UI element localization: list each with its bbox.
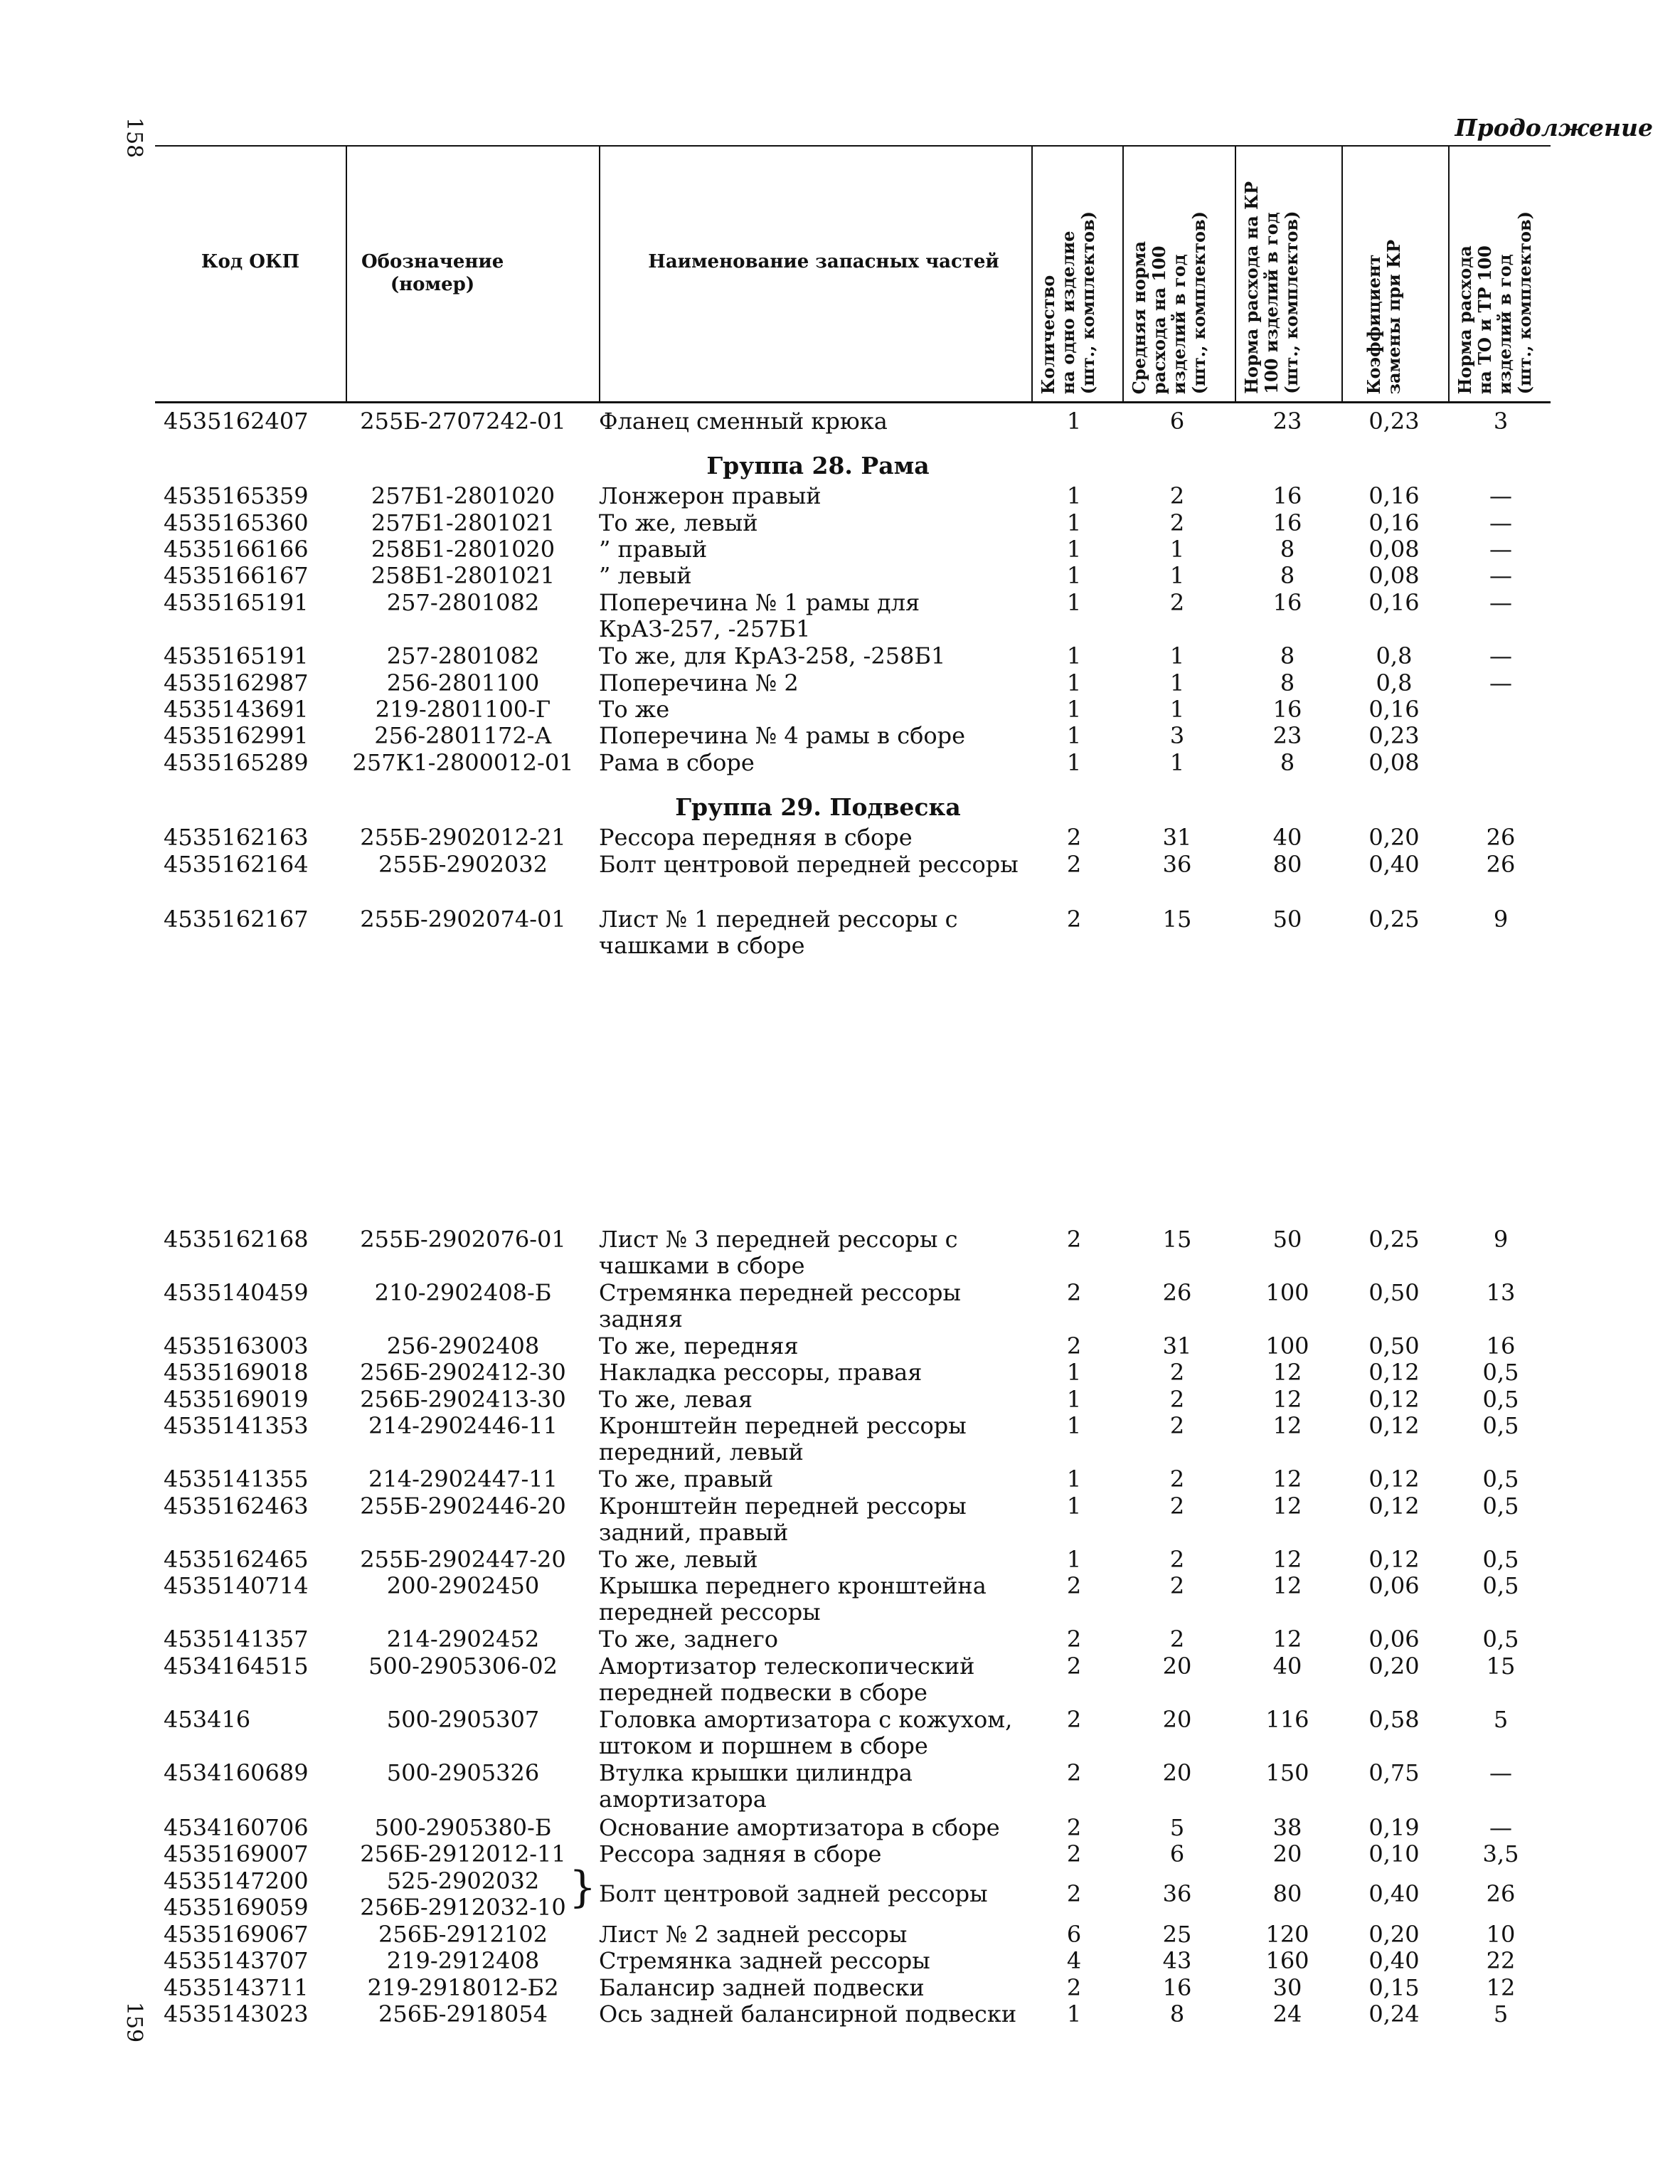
cell-k: 0,16	[1368, 509, 1420, 536]
cell-k: 0,8	[1376, 642, 1413, 669]
cell-a: 1	[1169, 536, 1185, 563]
cell-des: 257Б1-2801021	[371, 509, 555, 536]
cell-okp: 4535165289	[164, 749, 309, 776]
cell-a: 2	[1169, 1386, 1185, 1413]
cell-a: 2	[1169, 589, 1185, 616]
cell-okp: 4535140714	[164, 1572, 309, 1599]
cell-n: 24	[1272, 2000, 1302, 2027]
cell-t: 5	[1493, 2000, 1509, 2027]
cell-q: 1	[1066, 669, 1082, 696]
cell-name: То же, заднего	[599, 1626, 779, 1653]
group-28-title: Группа 28. Рама	[706, 452, 930, 479]
cell-okp: 4535143023	[164, 2000, 309, 2027]
cell-a: 20	[1162, 1706, 1192, 1733]
cell-t: —	[1489, 482, 1512, 509]
cell-n: 12	[1272, 1626, 1302, 1653]
cell-t: 0,5	[1482, 1493, 1519, 1520]
cell-okp: 4535162168	[164, 1226, 309, 1253]
cell-n: 23	[1272, 408, 1302, 435]
cell-okp: 4535162465	[164, 1546, 309, 1573]
cell-okp: 4535169067	[164, 1921, 309, 1948]
cell-t: 0,5	[1482, 1626, 1519, 1653]
cell-okp: 4534164515	[164, 1653, 309, 1680]
cell-q: 1	[1066, 696, 1082, 723]
cell-name: Рама в сборе	[599, 749, 755, 776]
cell-k: 0,08	[1368, 536, 1420, 563]
cell-t: 26	[1486, 1880, 1516, 1907]
cell-t: 0,5	[1482, 1412, 1519, 1439]
cell-k: 0,75	[1368, 1759, 1420, 1786]
cell-n: 20	[1272, 1840, 1302, 1867]
cell-a: 16	[1162, 1974, 1192, 2001]
cell-okp: 4535166167	[164, 562, 309, 589]
cell-q: 1	[1066, 642, 1082, 669]
cell-q: 2	[1066, 1974, 1082, 2001]
cell-okp: 4535166166	[164, 536, 309, 563]
cell-t: 13	[1486, 1279, 1516, 1306]
cell-okp: 4535165191	[164, 589, 309, 616]
cell-t: —	[1489, 589, 1512, 616]
cell-des: 255Б-2902074-01	[360, 906, 566, 933]
cell-k: 0,06	[1368, 1572, 1420, 1599]
cell-des: 257К1-2800012-01	[352, 749, 574, 776]
cell-okp: 4535143691	[164, 696, 309, 723]
cell-a: 1	[1169, 642, 1185, 669]
cell-a: 43	[1162, 1947, 1192, 1974]
cell-k: 0,25	[1368, 1226, 1420, 1253]
header-to: Норма расхода на ТО и ТР 100 изделий в год (шт., комплектов)	[1455, 211, 1535, 394]
cell-des: 256Б-2902413-30	[360, 1386, 566, 1413]
cell-name: ” правый	[599, 536, 708, 563]
header-coef: Коэффициент замены при КР	[1363, 239, 1404, 394]
cell-des: 257-2801082	[386, 642, 540, 669]
cell-okp: 4535162164	[164, 851, 309, 878]
cell-name: Лист № 3 передней рессоры с чашками в сборе	[599, 1226, 958, 1279]
cell-okp: 4534160689	[164, 1759, 309, 1786]
cell-okp: 4535140459	[164, 1279, 309, 1306]
cell-a: 15	[1162, 906, 1192, 933]
cell-name: Болт центровой передней рессоры	[599, 851, 1019, 878]
cell-q: 1	[1066, 536, 1082, 563]
cell-name: То же	[599, 696, 670, 723]
cell-q: 4	[1066, 1947, 1082, 1974]
row-brace: }	[569, 1862, 597, 1912]
cell-t: 0,5	[1482, 1465, 1519, 1493]
cell-k: 0,12	[1368, 1465, 1420, 1493]
cell-okp: 4535162991	[164, 722, 309, 749]
cell-des: 256Б-2912012-11	[360, 1840, 566, 1867]
cell-n: 16	[1272, 509, 1302, 536]
cell-k: 0,16	[1368, 589, 1420, 616]
cell-name: Втулка крышки цилиндра амортизатора	[599, 1759, 913, 1813]
cell-q: 1	[1066, 1493, 1082, 1520]
cell-q: 1	[1066, 562, 1082, 589]
cell-name: Лист № 1 передней рессоры с чашками в сборе	[599, 906, 958, 959]
cell-name: Лист № 2 задней рессоры	[599, 1921, 908, 1948]
group-29-title: Группа 29. Подвеска	[675, 793, 961, 821]
header-kr: Норма расхода на КР 100 изделий в год (шт., комплектов)	[1241, 181, 1302, 394]
cell-des: 255Б-2902447-20	[360, 1546, 566, 1573]
cell-n: 116	[1265, 1706, 1309, 1733]
cell-k: 0,12	[1368, 1412, 1420, 1439]
cell-q: 2	[1066, 1226, 1082, 1253]
cell-n: 100	[1265, 1332, 1309, 1359]
cell-okp: 4535162987	[164, 669, 309, 696]
cell-name: То же, левый	[599, 1546, 758, 1573]
cell-q: 6	[1066, 1921, 1082, 1948]
cell-des: 258Б1-2801021	[371, 562, 555, 589]
cell-q: 2	[1066, 851, 1082, 878]
cell-t: 10	[1486, 1921, 1516, 1948]
cell-q: 2	[1066, 1840, 1082, 1867]
cell-t: —	[1489, 1814, 1512, 1841]
cell-name: Головка амортизатора с кожухом, штоком и поршнем в сборе	[599, 1706, 1013, 1759]
cell-a: 2	[1169, 1412, 1185, 1439]
cell-k: 0,16	[1368, 482, 1420, 509]
cell-n: 80	[1272, 1880, 1302, 1907]
table-header	[155, 145, 1551, 403]
cell-q: 1	[1066, 1359, 1082, 1386]
cell-okp: 4535169007	[164, 1840, 309, 1867]
cell-a: 1	[1169, 669, 1185, 696]
cell-name: Балансир задней подвески	[599, 1974, 925, 2001]
cell-q: 1	[1066, 589, 1082, 616]
cell-k: 0,08	[1368, 749, 1420, 776]
cell-k: 0,58	[1368, 1706, 1420, 1733]
cell-n: 12	[1272, 1493, 1302, 1520]
cell-n: 12	[1272, 1386, 1302, 1413]
cell-k: 0,20	[1368, 1921, 1420, 1948]
cell-des: 258Б1-2801020	[371, 536, 555, 563]
cell-a: 15	[1162, 1226, 1192, 1253]
cell-q: 1	[1066, 1546, 1082, 1573]
cell-a: 1	[1169, 696, 1185, 723]
cell-okp: 453416	[164, 1706, 251, 1733]
cell-k: 0,15	[1368, 1974, 1420, 2001]
cell-des: 500-2905306-02	[368, 1653, 558, 1680]
cell-q: 2	[1066, 1706, 1082, 1733]
cell-des: 210-2902408-Б	[374, 1279, 552, 1306]
cell-okp: 4534160706	[164, 1814, 309, 1841]
cell-q: 2	[1066, 1279, 1082, 1306]
page-number-top: 158	[122, 117, 147, 159]
cell-k: 0,8	[1376, 669, 1413, 696]
cell-a: 1	[1169, 749, 1185, 776]
cell-a: 31	[1162, 1332, 1192, 1359]
cell-des: 500-2905326	[386, 1759, 540, 1786]
cell-q: 2	[1066, 1626, 1082, 1653]
cell-a: 2	[1169, 1493, 1185, 1520]
cell-n: 8	[1280, 749, 1295, 776]
cell-des: 200-2902450	[386, 1572, 540, 1599]
cell-q: 1	[1066, 722, 1082, 749]
cell-k: 0,12	[1368, 1493, 1420, 1520]
cell-a: 2	[1169, 482, 1185, 509]
cell-des: 214-2902447-11	[368, 1465, 558, 1493]
cell-k: 0,12	[1368, 1386, 1420, 1413]
cell-okp: 4535141353	[164, 1412, 309, 1439]
cell-q: 1	[1066, 749, 1082, 776]
cell-t: 15	[1486, 1653, 1516, 1680]
cell-name: Поперечина № 1 рамы для КрАЗ-257, -257Б1	[599, 589, 920, 642]
cell-des: 256-2902408	[386, 1332, 540, 1359]
cell-name: Крышка переднего кронштейна передней рессоры	[599, 1572, 987, 1626]
cell-q: 1	[1066, 509, 1082, 536]
cell-des: 255Б-2707242-01	[360, 408, 566, 435]
cell-name: Стремянка передней рессоры задняя	[599, 1279, 961, 1332]
cell-n: 16	[1272, 696, 1302, 723]
continuation-label: Продолжение	[1455, 114, 1653, 142]
cell-name: То же, передняя	[599, 1332, 799, 1359]
cell-des: 256Б-2902412-30	[360, 1359, 566, 1386]
cell-t: —	[1489, 562, 1512, 589]
header-avg: Средняя норма расхода на 100 изделий в год (шт., комплектов)	[1129, 211, 1209, 394]
cell-okp: 4535143707	[164, 1947, 309, 1974]
cell-a: 3	[1169, 722, 1185, 749]
cell-name: Амортизатор телескопический передней подвески в сборе	[599, 1653, 975, 1706]
cell-n: 40	[1272, 1653, 1302, 1680]
cell-name: Основание амортизатора в сборе	[599, 1814, 1000, 1841]
cell-a: 6	[1169, 408, 1185, 435]
cell-a: 31	[1162, 824, 1192, 851]
cell-a: 25	[1162, 1921, 1192, 1948]
cell-name: Поперечина № 2	[599, 669, 799, 696]
cell-name: Накладка рессоры, правая	[599, 1359, 923, 1386]
cell-k: 0,50	[1368, 1332, 1420, 1359]
cell-okp: 4535165359	[164, 482, 309, 509]
cell-a: 1	[1169, 562, 1185, 589]
cell-t: 5	[1493, 1706, 1509, 1733]
cell-okp: 4535143711	[164, 1974, 309, 2001]
cell-k: 0,19	[1368, 1814, 1420, 1841]
cell-n: 23	[1272, 722, 1302, 749]
cell-n: 100	[1265, 1279, 1309, 1306]
cell-k: 0,12	[1368, 1546, 1420, 1573]
cell-n: 12	[1272, 1572, 1302, 1599]
cell-okp: 4535162167	[164, 906, 309, 933]
cell-k: 0,23	[1368, 722, 1420, 749]
cell-q: 1	[1066, 1412, 1082, 1439]
cell-n: 16	[1272, 482, 1302, 509]
cell-k: 0,23	[1368, 408, 1420, 435]
cell-des: 219-2912408	[386, 1947, 540, 1974]
cell-t: —	[1489, 509, 1512, 536]
cell-q: 2	[1066, 1759, 1082, 1786]
cell-q: 1	[1066, 1465, 1082, 1493]
header-qty: Количество на одно изделие (шт., комплектов)	[1038, 211, 1098, 394]
cell-t: 12	[1486, 1974, 1516, 2001]
cell-name: Рессора задняя в сборе	[599, 1840, 882, 1867]
cell-a: 8	[1169, 2000, 1185, 2027]
cell-name: Фланец сменный крюка	[599, 408, 888, 435]
cell-okp: 4535141357	[164, 1626, 309, 1653]
cell-k: 0,10	[1368, 1840, 1420, 1867]
cell-q: 2	[1066, 1572, 1082, 1599]
cell-n: 12	[1272, 1546, 1302, 1573]
cell-a: 2	[1169, 1546, 1185, 1573]
cell-des: 256Б-2912032-10	[360, 1894, 566, 1921]
cell-t: 0,5	[1482, 1359, 1519, 1386]
cell-k: 0,24	[1368, 2000, 1420, 2027]
cell-a: 2	[1169, 1572, 1185, 1599]
cell-t: 22	[1486, 1947, 1516, 1974]
cell-n: 12	[1272, 1412, 1302, 1439]
cell-t: 9	[1493, 1226, 1509, 1253]
cell-name: Рессора передняя в сборе	[599, 824, 913, 851]
cell-des: 525-2902032	[386, 1867, 540, 1894]
cell-n: 8	[1280, 536, 1295, 563]
cell-k: 0,40	[1368, 851, 1420, 878]
cell-n: 120	[1265, 1921, 1309, 1948]
cell-q: 2	[1066, 1880, 1082, 1907]
cell-a: 26	[1162, 1279, 1192, 1306]
cell-k: 0,40	[1368, 1880, 1420, 1907]
cell-n: 30	[1272, 1974, 1302, 2001]
cell-t: 3,5	[1482, 1840, 1519, 1867]
header-okp: Код ОКП	[201, 251, 300, 272]
cell-des: 214-2902446-11	[368, 1412, 558, 1439]
cell-okp: 4535147200	[164, 1867, 309, 1894]
cell-name: То же, левый	[599, 509, 758, 536]
cell-a: 2	[1169, 1626, 1185, 1653]
cell-des: 500-2905307	[386, 1706, 540, 1733]
cell-des: 255Б-2902012-21	[360, 824, 566, 851]
cell-n: 16	[1272, 589, 1302, 616]
cell-q: 1	[1066, 1386, 1082, 1413]
cell-okp: 4535162163	[164, 824, 309, 851]
cell-n: 150	[1265, 1759, 1309, 1786]
cell-des: 256-2801172-А	[374, 722, 552, 749]
header-name: Наименование запасных частей	[648, 251, 999, 272]
cell-des: 255Б-2902446-20	[360, 1493, 566, 1520]
cell-q: 2	[1066, 1653, 1082, 1680]
cell-a: 36	[1162, 1880, 1192, 1907]
cell-n: 160	[1265, 1947, 1309, 1974]
cell-k: 0,25	[1368, 906, 1420, 933]
cell-des: 257-2801082	[386, 589, 540, 616]
cell-name: ” левый	[599, 562, 692, 589]
cell-name: Болт центровой задней рессоры	[599, 1880, 988, 1907]
cell-k: 0,08	[1368, 562, 1420, 589]
cell-des: 256Б-2912102	[378, 1921, 548, 1948]
cell-k: 0,40	[1368, 1947, 1420, 1974]
cell-name: Стремянка задней рессоры	[599, 1947, 930, 1974]
cell-q: 1	[1066, 2000, 1082, 2027]
cell-n: 8	[1280, 562, 1295, 589]
cell-k: 0,06	[1368, 1626, 1420, 1653]
cell-okp: 4535162463	[164, 1493, 309, 1520]
cell-n: 8	[1280, 642, 1295, 669]
cell-n: 80	[1272, 851, 1302, 878]
cell-a: 20	[1162, 1759, 1192, 1786]
cell-t: —	[1489, 642, 1512, 669]
cell-n: 8	[1280, 669, 1295, 696]
cell-okp: 4535162407	[164, 408, 309, 435]
cell-n: 38	[1272, 1814, 1302, 1841]
cell-a: 36	[1162, 851, 1192, 878]
cell-t: 26	[1486, 851, 1516, 878]
cell-n: 12	[1272, 1465, 1302, 1493]
cell-q: 1	[1066, 482, 1082, 509]
page-number-bottom: 159	[122, 2001, 147, 2043]
cell-q: 2	[1066, 1332, 1082, 1359]
header-designation: Обозначение (номер)	[361, 251, 504, 295]
cell-des: 256-2801100	[386, 669, 540, 696]
cell-a: 2	[1169, 509, 1185, 536]
cell-q: 2	[1066, 906, 1082, 933]
cell-n: 40	[1272, 824, 1302, 851]
cell-name: То же, левая	[599, 1386, 753, 1413]
cell-des: 255Б-2902076-01	[360, 1226, 566, 1253]
cell-name: Кронштейн передней рессоры передний, левый	[599, 1412, 967, 1465]
cell-des: 257Б1-2801020	[371, 482, 555, 509]
cell-q: 1	[1066, 408, 1082, 435]
cell-a: 2	[1169, 1465, 1185, 1493]
cell-name: То же, правый	[599, 1465, 774, 1493]
cell-t: 0,5	[1482, 1546, 1519, 1573]
cell-a: 2	[1169, 1359, 1185, 1386]
cell-t: 16	[1486, 1332, 1516, 1359]
cell-name: Ось задней балансирной подвески	[599, 2000, 1017, 2027]
cell-des: 256Б-2918054	[378, 2000, 548, 2027]
cell-k: 0,50	[1368, 1279, 1420, 1306]
cell-okp: 4535165191	[164, 642, 309, 669]
cell-name: Поперечина № 4 рамы в сборе	[599, 722, 966, 749]
cell-des: 500-2905380-Б	[374, 1814, 552, 1841]
cell-name: То же, для КрАЗ-258, -258Б1	[599, 642, 946, 669]
cell-t: 0,5	[1482, 1572, 1519, 1599]
cell-n: 12	[1272, 1359, 1302, 1386]
cell-n: 50	[1272, 906, 1302, 933]
cell-okp: 4535163003	[164, 1332, 309, 1359]
cell-a: 5	[1169, 1814, 1185, 1841]
cell-t: 0,5	[1482, 1386, 1519, 1413]
cell-okp: 4535169019	[164, 1386, 309, 1413]
cell-des: 219-2918012-Б2	[367, 1974, 559, 2001]
cell-name: Лонжерон правый	[599, 482, 822, 509]
cell-okp: 4535169018	[164, 1359, 309, 1386]
cell-t: 9	[1493, 906, 1509, 933]
cell-n: 50	[1272, 1226, 1302, 1253]
cell-okp: 4535165360	[164, 509, 309, 536]
cell-t: —	[1489, 669, 1512, 696]
cell-t: 3	[1493, 408, 1509, 435]
cell-des: 255Б-2902032	[378, 851, 548, 878]
cell-k: 0,16	[1368, 696, 1420, 723]
cell-q: 2	[1066, 824, 1082, 851]
cell-k: 0,20	[1368, 1653, 1420, 1680]
cell-des: 214-2902452	[386, 1626, 540, 1653]
cell-q: 2	[1066, 1814, 1082, 1841]
cell-k: 0,12	[1368, 1359, 1420, 1386]
cell-okp: 4535169059	[164, 1894, 309, 1921]
cell-t: —	[1489, 536, 1512, 563]
cell-name: Кронштейн передней рессоры задний, правый	[599, 1493, 967, 1546]
cell-des: 219-2801100-Г	[375, 696, 551, 723]
cell-a: 20	[1162, 1653, 1192, 1680]
cell-a: 6	[1169, 1840, 1185, 1867]
cell-okp: 4535141355	[164, 1465, 309, 1493]
cell-t: —	[1489, 1759, 1512, 1786]
cell-t: 26	[1486, 824, 1516, 851]
cell-k: 0,20	[1368, 824, 1420, 851]
